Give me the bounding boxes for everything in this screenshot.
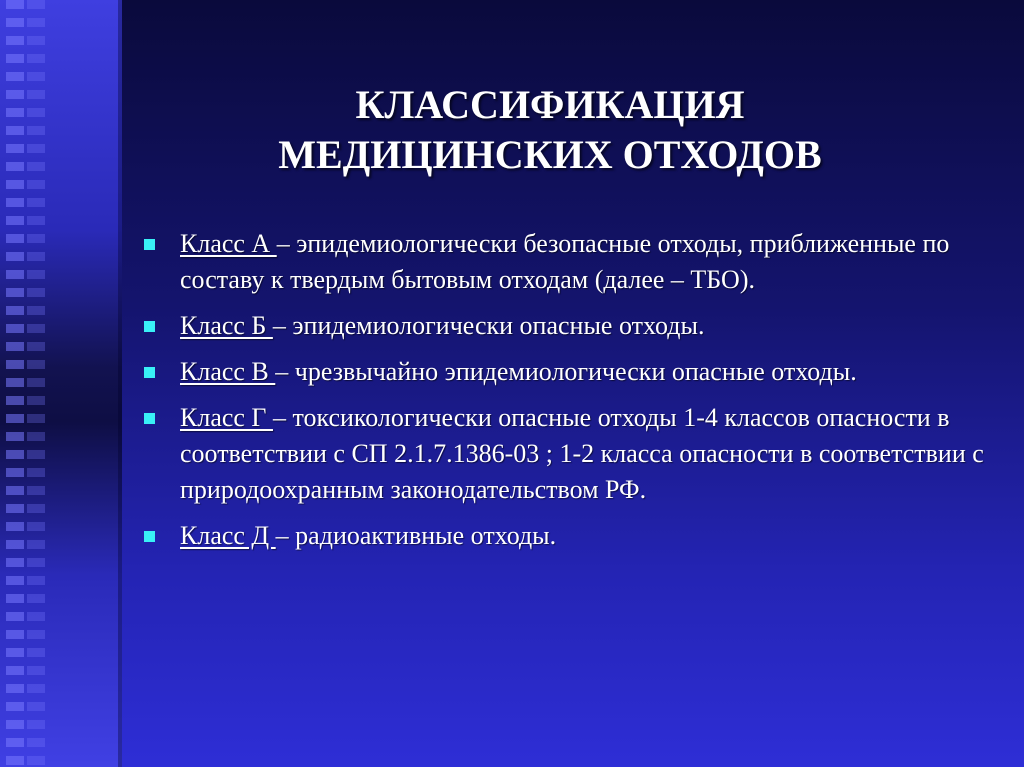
class-label: Класс Г — [180, 403, 273, 432]
class-description: – эпидемиологически безопасные отходы, приближенные по составу к твердым бытовым отходам (далее – ТБО). — [180, 229, 950, 294]
class-label: Класс В — [180, 357, 276, 386]
list-item-class-b — [140, 308, 990, 344]
square-bullet-icon — [144, 321, 155, 332]
list-item-class-a — [140, 226, 990, 298]
class-description: – токсикологически опасные отходы 1-4 классов опасности в соответствии с СП 2.1.7.1386-03 ; 1-2 класса опасности в соответствии с природоохранным законодательством РФ. — [180, 403, 984, 504]
square-bullet-icon — [144, 367, 155, 378]
slide-title-line-1: КЛАССИФИКАЦИЯ — [355, 82, 745, 127]
class-description: – радиоактивные отходы. — [275, 521, 557, 550]
side-strip-edge — [118, 0, 122, 767]
decorative-square-pattern — [6, 0, 24, 767]
class-label: Класс Д — [180, 521, 276, 550]
classification-list — [140, 226, 990, 564]
list-item-class-d — [140, 518, 990, 554]
slide-title-line-2: МЕДИЦИНСКИХ ОТХОДОВ — [278, 132, 822, 177]
class-label: Класс Б — [180, 311, 273, 340]
class-description: – эпидемиологически опасные отходы. — [272, 311, 705, 340]
square-bullet-icon — [144, 239, 155, 250]
square-bullet-icon — [144, 413, 155, 424]
square-bullet-icon — [144, 531, 155, 542]
class-description: – чрезвычайно эпидемиологически опасные отходы. — [275, 357, 857, 386]
slide-title — [190, 80, 910, 180]
list-item-class-v — [140, 354, 990, 390]
list-item-class-g — [140, 400, 990, 508]
decorative-side-strip — [0, 0, 122, 767]
class-label: Класс А — [180, 229, 277, 258]
decorative-square-pattern-secondary — [27, 0, 45, 767]
